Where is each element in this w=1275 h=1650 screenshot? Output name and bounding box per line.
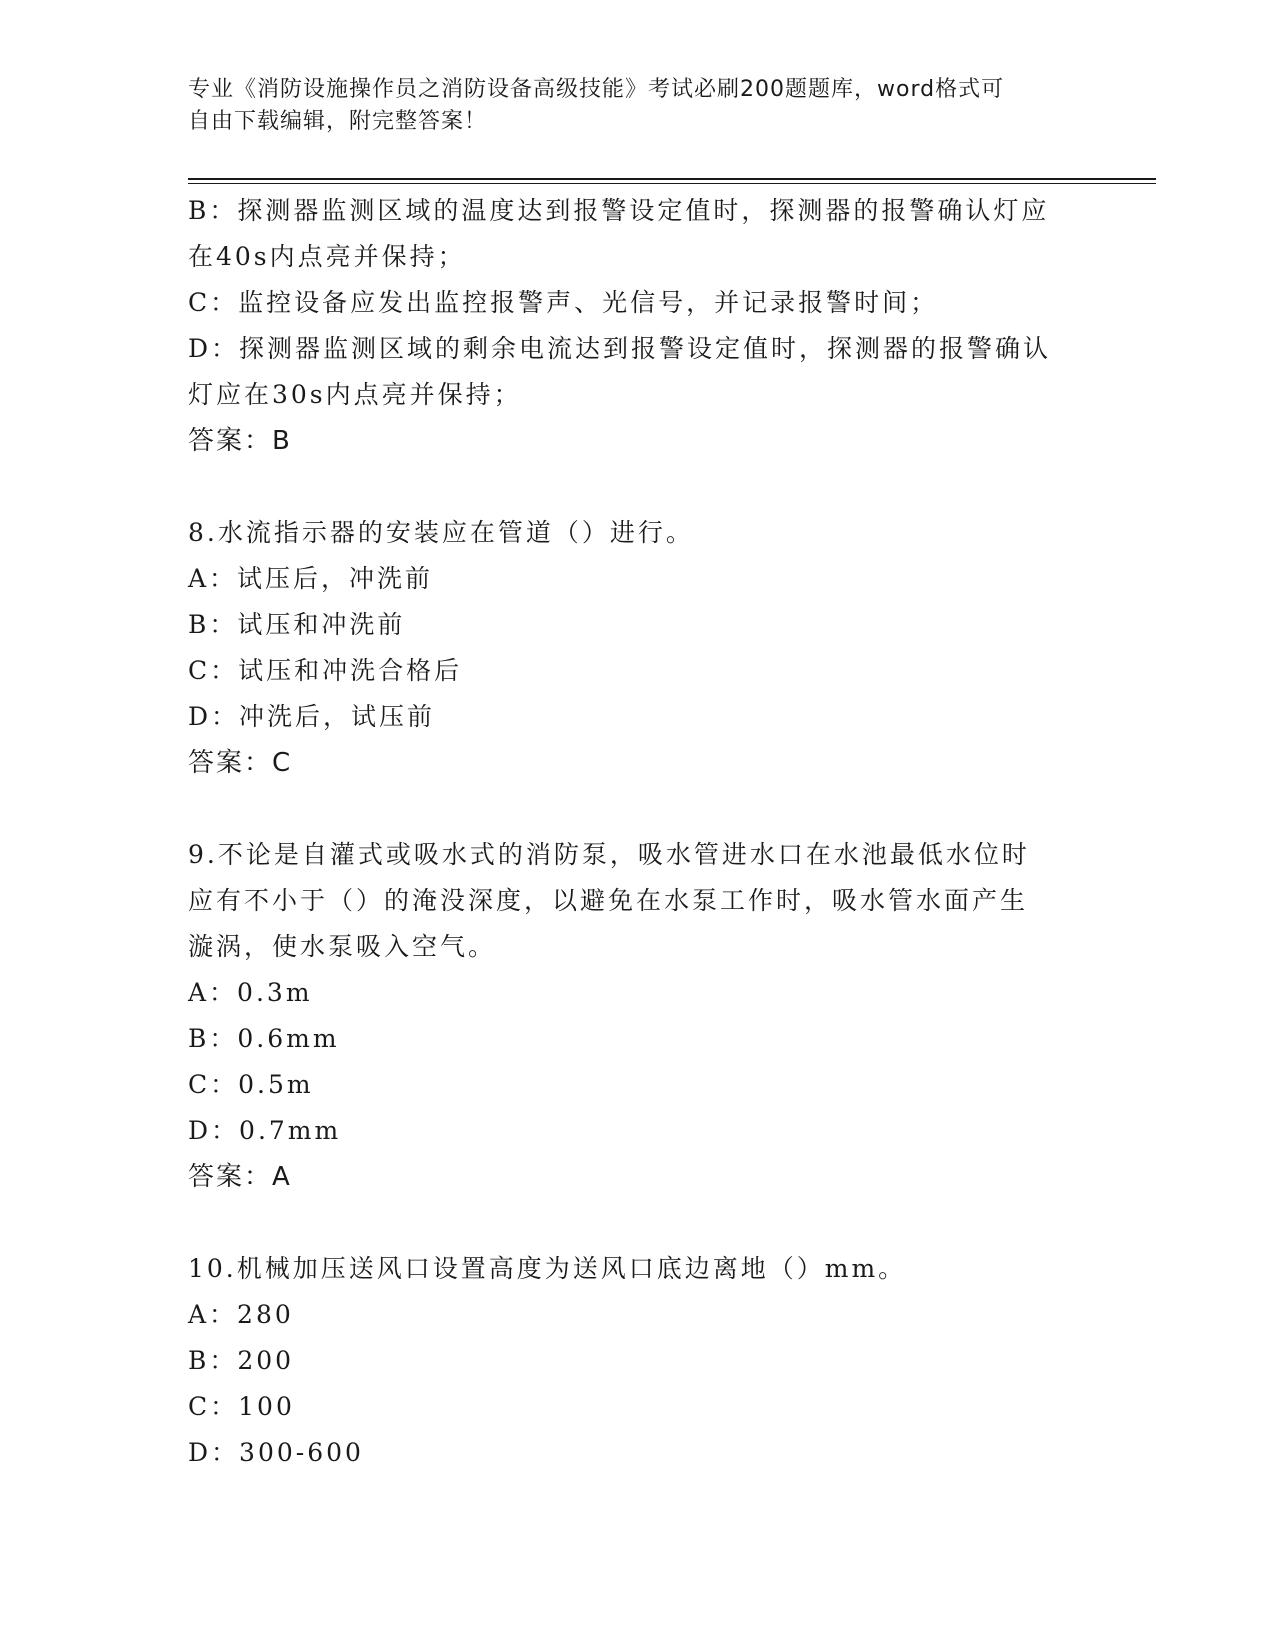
q9-option-d: D：0.7mm xyxy=(188,1116,342,1145)
q9-question-line-1: 9.不论是自灌式或吸水式的消防泵，吸水管进水口在水池最低水位时 xyxy=(188,840,1030,869)
q8-option-b: B：试压和冲洗前 xyxy=(188,610,406,639)
q10-question: 10.机械加压送风口设置高度为送风口底边离地（）mm。 xyxy=(188,1254,907,1283)
q10-option-d: D：300-600 xyxy=(188,1438,364,1467)
document-body xyxy=(188,188,1088,1476)
q9-option-a: A：0.3m xyxy=(188,978,313,1007)
q8-question: 8.水流指示器的安装应在管道（）进行。 xyxy=(188,518,694,547)
q9-question-line-2: 应有不小于（）的淹没深度，以避免在水泵工作时，吸水管水面产生 xyxy=(188,886,1029,915)
question-8 xyxy=(188,510,1088,786)
q7-option-c: C：监控设备应发出监控报警声、光信号，并记录报警时间； xyxy=(188,288,939,317)
q10-option-c: C：100 xyxy=(188,1392,295,1421)
q7-option-d-line-1: D：探测器监测区域的剩余电流达到报警设定值时，探测器的报警确认 xyxy=(188,334,1052,363)
header-line-2: 自由下载编辑，附完整答案！ xyxy=(188,109,488,134)
q10-option-b: B：200 xyxy=(188,1346,295,1375)
question-7 xyxy=(188,188,1088,464)
q8-answer: 答案：C xyxy=(188,748,293,778)
document-header xyxy=(188,74,1068,138)
question-10 xyxy=(188,1246,1088,1476)
spacer xyxy=(188,1200,1088,1246)
q7-answer: 答案：B xyxy=(188,426,292,456)
q8-option-d: D：冲洗后，试压前 xyxy=(188,702,436,731)
q7-option-b-line-2: 在40s内点亮并保持； xyxy=(188,242,466,271)
q9-question-line-3: 漩涡，使水泵吸入空气。 xyxy=(188,932,497,961)
q8-option-a: A：试压后，冲洗前 xyxy=(188,564,434,593)
spacer xyxy=(188,464,1088,510)
q7-option-b-line-1: B：探测器监测区域的温度达到报警设定值时，探测器的报警确认灯应 xyxy=(188,196,1050,225)
q9-answer: 答案：A xyxy=(188,1162,292,1192)
q8-option-c: C：试压和冲洗合格后 xyxy=(188,656,463,685)
spacer xyxy=(188,786,1088,832)
q10-option-a: A：280 xyxy=(188,1300,294,1329)
q9-option-c: C：0.5m xyxy=(188,1070,314,1099)
question-9 xyxy=(188,832,1088,1200)
header-rule-thick xyxy=(188,178,1156,180)
header-rule-thin xyxy=(188,183,1156,184)
header-line-1: 专业《消防设施操作员之消防设备高级技能》考试必刷200题题库，word格式可 xyxy=(188,77,1005,102)
q9-option-b: B：0.6mm xyxy=(188,1024,340,1053)
q7-option-d-line-2: 灯应在30s内点亮并保持； xyxy=(188,380,522,409)
